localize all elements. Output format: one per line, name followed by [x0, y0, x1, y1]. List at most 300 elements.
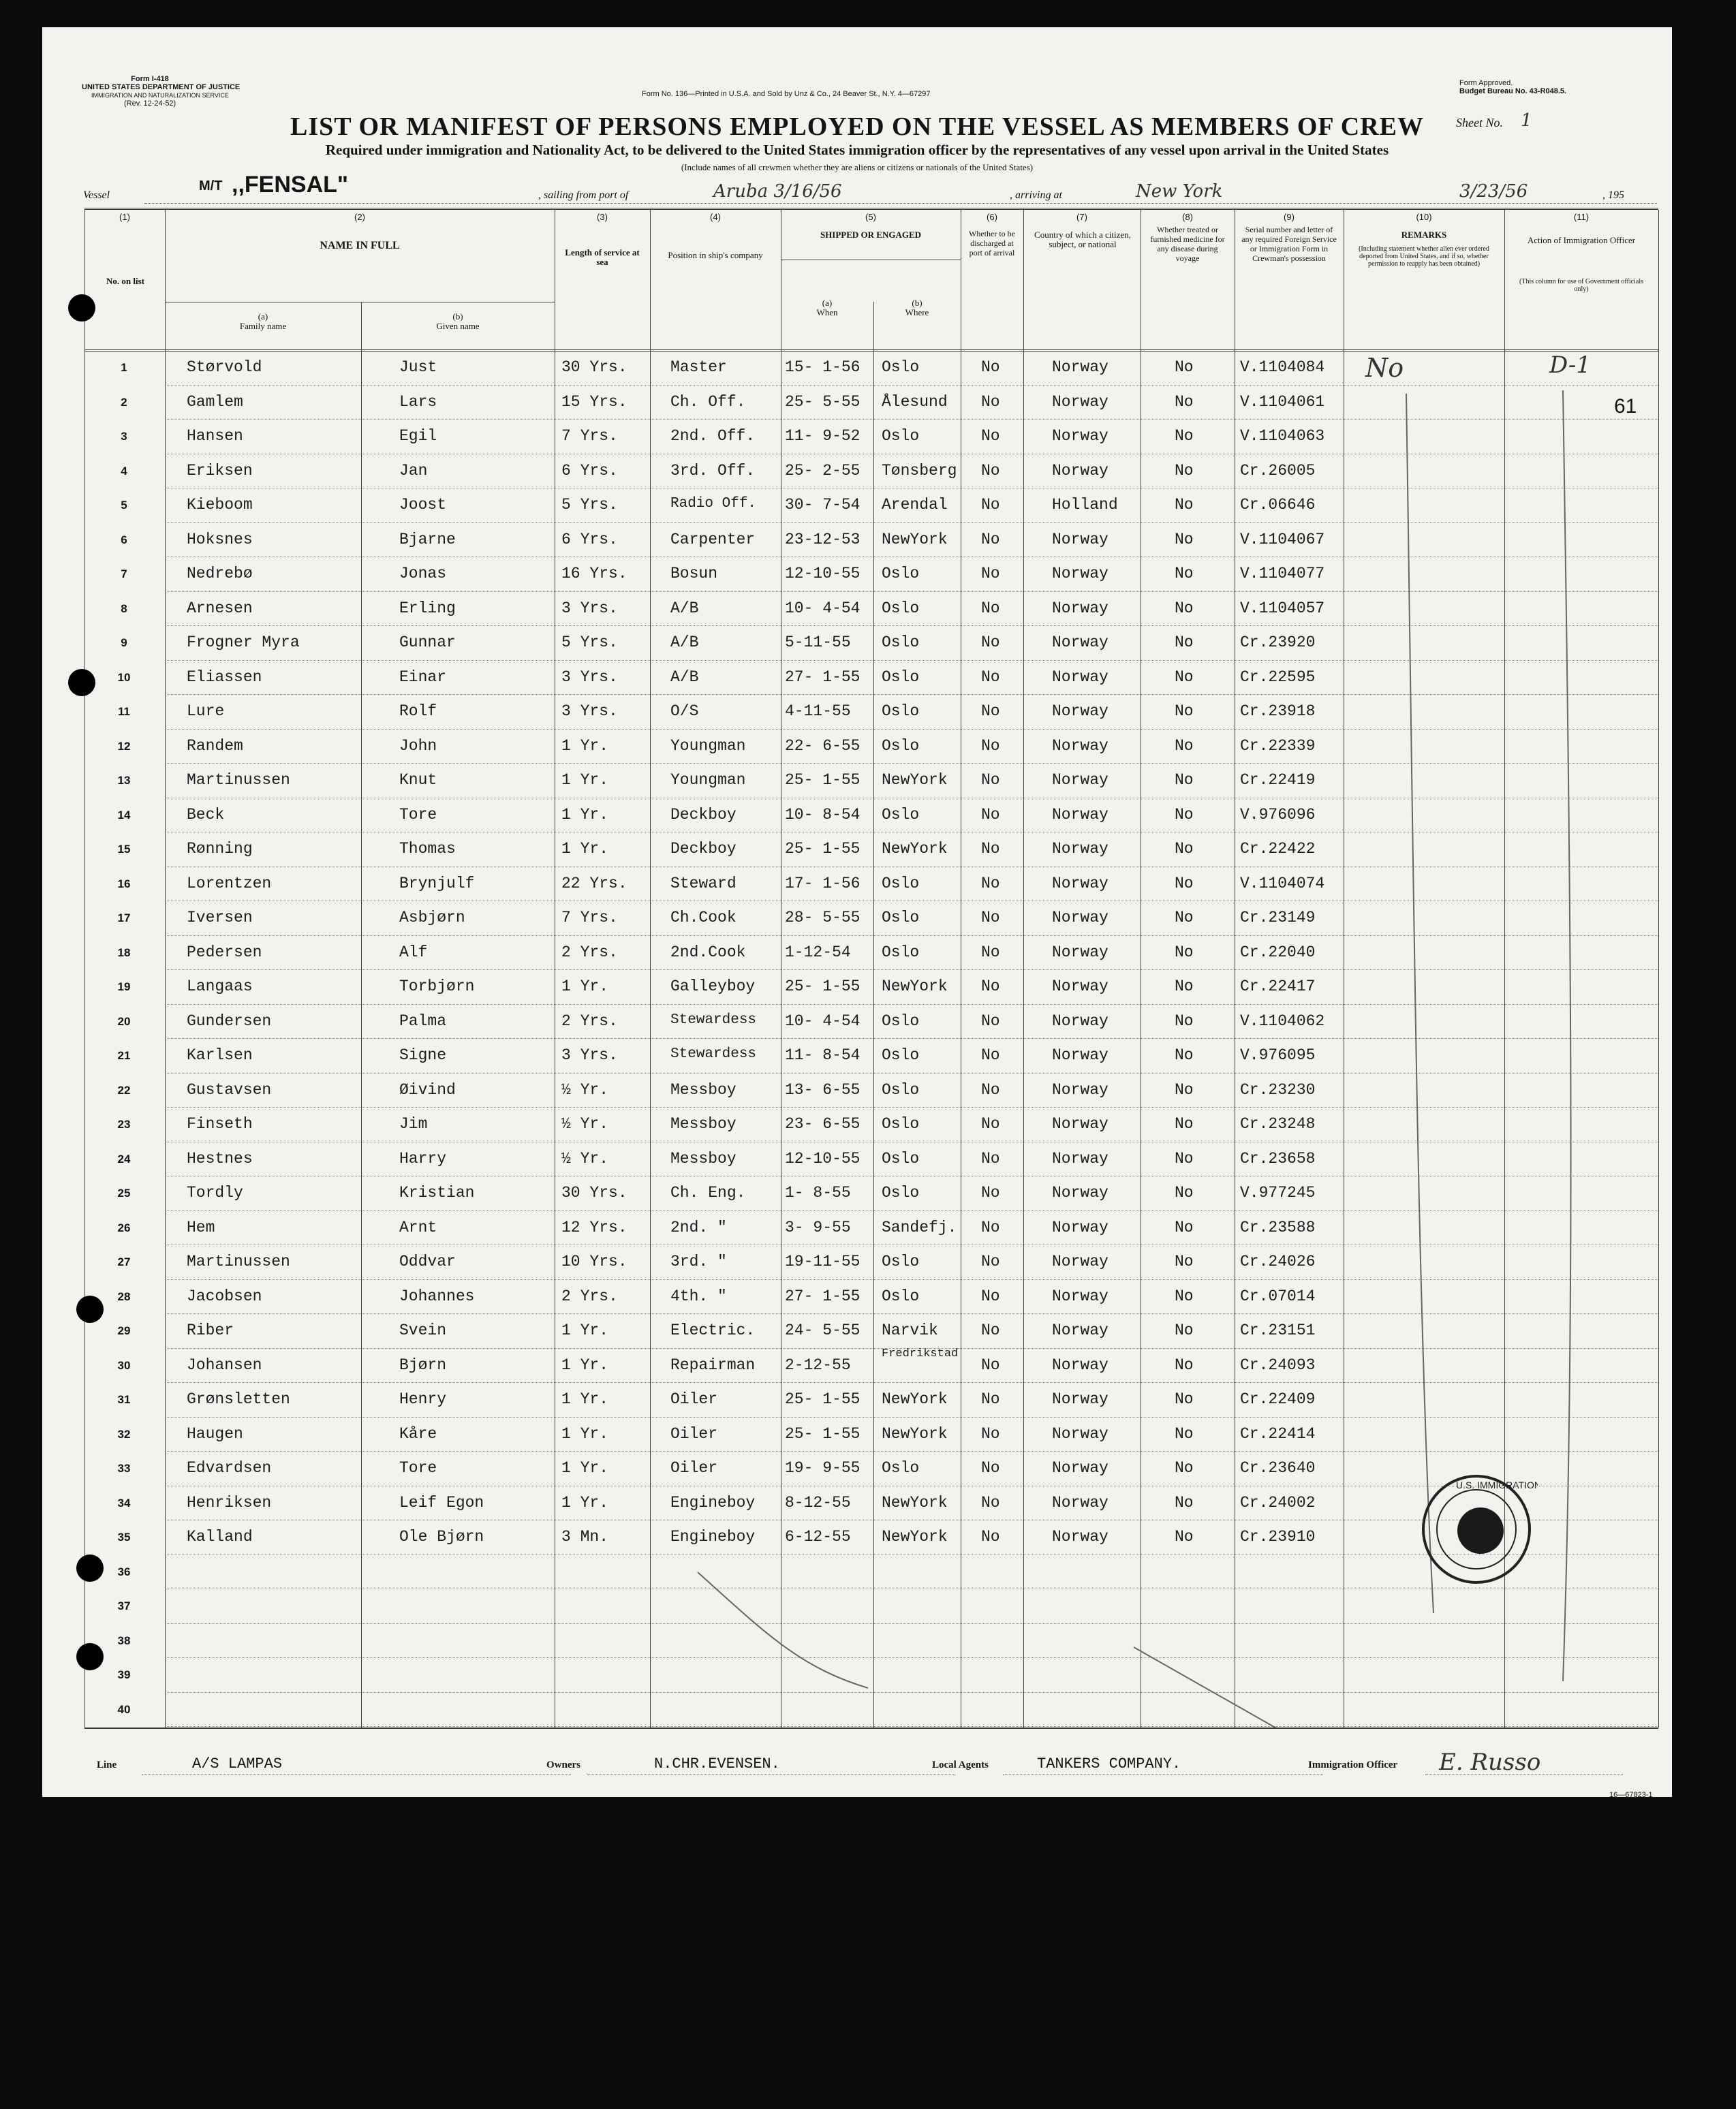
cell-when: 12-10-55 — [785, 1149, 861, 1168]
cell-when: 19-11-55 — [785, 1253, 861, 1270]
cell-discharge: No — [981, 1493, 1000, 1512]
cell-discharge: No — [981, 1287, 1000, 1305]
cell-given: Signe — [399, 1046, 447, 1064]
cell-given: Kristian — [399, 1184, 475, 1202]
cell-medicine: No — [1175, 1459, 1194, 1477]
form-approved: Form Approved. — [1459, 79, 1513, 87]
row-number: 17 — [117, 911, 131, 924]
cell-discharge: No — [981, 599, 1000, 617]
cell-where: NewYork — [882, 1390, 948, 1408]
cell-medicine: No — [1175, 1390, 1194, 1408]
row-number: 24 — [117, 1152, 131, 1166]
cell-serial: Cr.23230 — [1240, 1080, 1316, 1099]
cell-discharge: No — [981, 1253, 1000, 1270]
margin-number: 61 — [1614, 395, 1637, 418]
row-number: 29 — [117, 1324, 131, 1337]
manifest-sheet — [42, 27, 1672, 1797]
cell-medicine: No — [1175, 1149, 1194, 1168]
col-header-remarks-note: (Including statement whether alien ever ordered deported from United States, and if so, whether permission to reapply has been obtained) — [1359, 245, 1489, 268]
cell-given: Knut — [399, 771, 437, 789]
cell-where: NewYork — [882, 1493, 948, 1512]
cell-given: Asbjørn — [399, 909, 465, 926]
cell-country: Norway — [1052, 1356, 1109, 1374]
cell-position: A/B — [670, 599, 699, 617]
agents-label: Local Agents — [932, 1760, 989, 1770]
footer — [97, 1749, 1664, 1797]
cell-family: Finseth — [187, 1115, 253, 1133]
cell-medicine: No — [1175, 1080, 1194, 1099]
row-number: 31 — [117, 1393, 131, 1406]
cell-position: 3rd. " — [670, 1253, 727, 1270]
col-num-9: (9) — [1284, 212, 1295, 222]
cell-discharge: No — [981, 771, 1000, 789]
cell-service: 12 Yrs. — [561, 1218, 627, 1236]
cell-where: Oslo — [882, 702, 920, 720]
cell-family: Hoksnes — [187, 530, 253, 548]
cell-medicine: No — [1175, 1184, 1194, 1202]
cell-family: Hansen — [187, 427, 243, 445]
cell-family: Gamlem — [187, 392, 243, 411]
cell-serial: V.977245 — [1240, 1184, 1316, 1202]
col-header-no: No. on list — [106, 276, 144, 286]
row-number: 2 — [121, 395, 127, 409]
cell-position: O/S — [670, 702, 699, 720]
cell-given: Øivind — [399, 1080, 456, 1099]
col-num-6: (6) — [987, 212, 997, 222]
cell-country: Norway — [1052, 565, 1109, 582]
row-number: 38 — [117, 1634, 131, 1647]
cell-family: Kieboom — [187, 496, 253, 514]
cell-position: Deckboy — [670, 805, 737, 824]
cell-position: Carpenter — [670, 530, 756, 548]
cell-medicine: No — [1175, 530, 1194, 548]
cell-family: Kalland — [187, 1528, 253, 1546]
cell-serial: V.976096 — [1240, 805, 1316, 824]
row-number: 34 — [117, 1496, 131, 1510]
cell-when: 11- 8-54 — [785, 1046, 861, 1064]
cell-serial: Cr.22417 — [1240, 978, 1316, 995]
arrival-date: 3/23/56 — [1459, 181, 1528, 202]
cell-country: Norway — [1052, 530, 1109, 548]
cell-service: 5 Yrs. — [561, 634, 618, 651]
row-number: 5 — [121, 499, 127, 512]
cell-position: Youngman — [670, 736, 746, 755]
cell-when: 13- 6-55 — [785, 1080, 861, 1099]
cell-where: Fredrikstad — [882, 1347, 959, 1360]
cell-when: 11- 9-52 — [785, 427, 861, 445]
cell-country: Holland — [1052, 496, 1118, 514]
cell-service: 16 Yrs. — [561, 565, 627, 582]
cell-discharge: No — [981, 461, 1000, 480]
cell-position: Ch. Eng. — [670, 1184, 746, 1202]
cell-service: 1 Yr. — [561, 840, 609, 858]
cell-position: Engineboy — [670, 1493, 756, 1512]
cell-country: Norway — [1052, 805, 1109, 824]
cell-service: 3 Yrs. — [561, 702, 618, 720]
sheet-label: Sheet No. — [1456, 116, 1503, 129]
arriving-port: New York — [1136, 181, 1223, 202]
col-header-service: Length of service at sea — [565, 247, 640, 267]
required-text: Required under immigration and Nationality Act, to be delivered to the United States immigration officer by the representatives of any vessel upon arrival in the United States — [325, 142, 1389, 158]
row-number: 20 — [117, 1014, 131, 1028]
cell-position: A/B — [670, 634, 699, 651]
cell-family: Rønning — [187, 840, 253, 858]
arriving-label: , arriving at — [1010, 189, 1062, 201]
cell-country: Norway — [1052, 1322, 1109, 1339]
cell-medicine: No — [1175, 668, 1194, 686]
cell-country: Norway — [1052, 1390, 1109, 1408]
cell-service: 1 Yr. — [561, 1459, 609, 1477]
row-number: 25 — [117, 1187, 131, 1200]
cell-country: Norway — [1052, 1493, 1109, 1512]
row-number: 39 — [117, 1668, 131, 1681]
col-num-3: (3) — [597, 212, 608, 222]
col-header-action: Action of Immigration Officer — [1527, 235, 1636, 245]
col-num-7: (7) — [1076, 212, 1087, 222]
cell-when: 27- 1-55 — [785, 1287, 861, 1305]
cell-service: 3 Mn. — [561, 1528, 609, 1546]
cell-serial: Cr.22419 — [1240, 771, 1316, 789]
cell-discharge: No — [981, 909, 1000, 926]
officer-signature: E. Russo — [1439, 1749, 1541, 1776]
row-number: 37 — [117, 1599, 131, 1612]
cell-serial: Cr.22040 — [1240, 943, 1316, 961]
cell-position: Electric. — [670, 1322, 756, 1339]
cell-when: 22- 6-55 — [785, 736, 861, 755]
cell-where: Oslo — [882, 1459, 920, 1477]
row-number: 18 — [117, 946, 131, 959]
row-number: 23 — [117, 1118, 131, 1131]
cell-where: Oslo — [882, 1184, 920, 1202]
row-number: 15 — [117, 843, 131, 856]
row-number: 3 — [121, 430, 127, 443]
cell-where: NewYork — [882, 1528, 948, 1546]
col-num-1: (1) — [119, 212, 130, 222]
cell-family: Johansen — [187, 1356, 262, 1374]
cell-given: Gunnar — [399, 634, 456, 651]
cell-medicine: No — [1175, 358, 1194, 376]
punch-hole — [68, 294, 95, 322]
col-header-action-note: (This column for use of Government officials only) — [1519, 278, 1643, 293]
col-num-4: (4) — [710, 212, 721, 222]
cell-family: Hem — [187, 1218, 215, 1236]
cell-discharge: No — [981, 1459, 1000, 1477]
cell-family: Karlsen — [187, 1046, 253, 1064]
cell-country: Norway — [1052, 1149, 1109, 1168]
cell-country: Norway — [1052, 1459, 1109, 1477]
row-number: 33 — [117, 1462, 131, 1475]
cell-serial: Cr.26005 — [1240, 461, 1316, 480]
cell-country: Norway — [1052, 874, 1109, 892]
cell-family: Haugen — [187, 1424, 243, 1443]
printer-note: Form No. 136—Printed in U.S.A. and Sold by Unz & Co., 24 Beaver St., N.Y. 4—67297 — [642, 90, 931, 98]
cell-family: Frogner Myra — [187, 634, 300, 651]
cell-given: Einar — [399, 668, 447, 686]
cell-service: 15 Yrs. — [561, 392, 627, 411]
cell-country: Norway — [1052, 736, 1109, 755]
cell-medicine: No — [1175, 1493, 1194, 1512]
cell-family: Edvardsen — [187, 1459, 272, 1477]
row-number: 11 — [118, 705, 130, 718]
col-num-2: (2) — [354, 212, 365, 222]
cell-where: Oslo — [882, 1046, 920, 1064]
cell-service: 2 Yrs. — [561, 1012, 618, 1030]
col-header-remarks: REMARKS — [1401, 230, 1447, 240]
cell-medicine: No — [1175, 1012, 1194, 1030]
cell-position: Messboy — [670, 1115, 737, 1133]
cell-when: 17- 1-56 — [785, 874, 861, 892]
cell-position: Deckboy — [670, 840, 737, 858]
cell-position: Galleyboy — [670, 978, 756, 995]
cell-where: Oslo — [882, 1115, 920, 1133]
cell-given: Arnt — [399, 1218, 437, 1236]
cell-position: 4th. " — [670, 1287, 727, 1305]
cell-given: Egil — [399, 427, 437, 445]
cell-family: Pedersen — [187, 943, 262, 961]
col-header-given: (b) Given name — [436, 311, 480, 331]
cell-service: 30 Yrs. — [561, 1184, 627, 1202]
cell-discharge: No — [981, 702, 1000, 720]
cell-when: 1-12-54 — [785, 943, 851, 961]
cell-where: Oslo — [882, 874, 920, 892]
cell-serial: V.1104077 — [1240, 565, 1325, 582]
budget-bureau: Budget Bureau No. 43-R048.5. — [1459, 87, 1567, 95]
cell-service: 3 Yrs. — [561, 668, 618, 686]
vessel-prefix: M/T — [199, 178, 223, 193]
cell-country: Norway — [1052, 1253, 1109, 1270]
cell-serial: Cr.22409 — [1240, 1390, 1316, 1408]
cell-discharge: No — [981, 1218, 1000, 1236]
cell-discharge: No — [981, 427, 1000, 445]
cell-discharge: No — [981, 1184, 1000, 1202]
cell-medicine: No — [1175, 1046, 1194, 1064]
cell-medicine: No — [1175, 1528, 1194, 1546]
cell-discharge: No — [981, 736, 1000, 755]
cell-medicine: No — [1175, 461, 1194, 480]
cell-family: Grønsletten — [187, 1390, 290, 1408]
cell-medicine: No — [1175, 1322, 1194, 1339]
cell-when: 10- 4-54 — [785, 1012, 861, 1030]
cell-medicine: No — [1175, 1218, 1194, 1236]
cell-given: Johannes — [399, 1287, 475, 1305]
cell-given: Tore — [399, 805, 437, 824]
cell-country: Norway — [1052, 840, 1109, 858]
cell-where: Oslo — [882, 634, 920, 651]
cell-country: Norway — [1052, 599, 1109, 617]
cell-service: 3 Yrs. — [561, 599, 618, 617]
col-header-country: Country of which a citizen, subject, or national — [1034, 230, 1131, 249]
row-number: 14 — [117, 808, 131, 822]
cell-when: 25- 2-55 — [785, 461, 861, 480]
cell-position: 2nd. " — [670, 1218, 727, 1236]
cell-serial: V.1104062 — [1240, 1012, 1325, 1030]
cell-position: Stewardess — [670, 1046, 757, 1062]
stamp-text: U.S. IMMIGRATION — [1456, 1480, 1538, 1490]
cell-country: Norway — [1052, 668, 1109, 686]
cell-given: Jan — [399, 461, 428, 480]
cell-family: Beck — [187, 805, 225, 824]
owners-label: Owners — [546, 1760, 580, 1770]
cell-service: 5 Yrs. — [561, 496, 618, 514]
cell-service: 7 Yrs. — [561, 909, 618, 926]
cell-position: 2nd. Off. — [670, 427, 756, 445]
cell-service: 1 Yr. — [561, 1424, 609, 1443]
cell-country: Norway — [1052, 1528, 1109, 1546]
row-number: 40 — [117, 1702, 131, 1716]
cell-position: Ch. Off. — [670, 392, 746, 411]
cell-service: 10 Yrs. — [561, 1253, 627, 1270]
vessel-label: Vessel — [83, 189, 110, 201]
punch-hole — [76, 1296, 104, 1323]
cell-given: Rolf — [399, 702, 437, 720]
cell-country: Norway — [1052, 702, 1109, 720]
row-number: 19 — [117, 980, 131, 993]
cell-medicine: No — [1175, 702, 1194, 720]
cell-family: Martinussen — [187, 771, 290, 789]
cell-when: 23-12-53 — [785, 530, 861, 548]
row-number: 32 — [117, 1427, 131, 1441]
cell-medicine: No — [1175, 943, 1194, 961]
cell-discharge: No — [981, 1115, 1000, 1133]
cell-when: 1- 8-55 — [785, 1184, 851, 1202]
cell-when: 23- 6-55 — [785, 1115, 861, 1133]
cell-family: Eriksen — [187, 461, 253, 480]
col-header-name: NAME IN FULL — [320, 240, 400, 251]
cell-where: Oslo — [882, 668, 920, 686]
row-number: 26 — [117, 1221, 131, 1234]
cell-service: ½ Yr. — [561, 1080, 609, 1099]
cell-given: Svein — [399, 1322, 447, 1339]
cell-position: Steward — [670, 874, 737, 892]
cell-discharge: No — [981, 1424, 1000, 1443]
cell-medicine: No — [1175, 634, 1194, 651]
cell-given: Palma — [399, 1012, 447, 1030]
sailing-port: Aruba 3/16/56 — [713, 181, 842, 202]
cell-medicine: No — [1175, 1253, 1194, 1270]
punch-hole — [68, 669, 95, 696]
cell-discharge: No — [981, 978, 1000, 995]
cell-discharge: No — [981, 1390, 1000, 1408]
cell-discharge: No — [981, 1046, 1000, 1064]
col-num-11: (11) — [1573, 212, 1590, 222]
cell-medicine: No — [1175, 840, 1194, 858]
cell-medicine: No — [1175, 599, 1194, 617]
cell-country: Norway — [1052, 1287, 1109, 1305]
sailing-label: , sailing from port of — [538, 189, 629, 201]
cell-position: Messboy — [670, 1149, 737, 1168]
cell-where: Oslo — [882, 358, 920, 376]
row-number: 36 — [117, 1565, 131, 1578]
col-header-discharge: Whether to be discharged at port of arrival — [969, 229, 1015, 257]
cell-serial: V.976095 — [1240, 1046, 1316, 1064]
cell-country: Norway — [1052, 461, 1109, 480]
cell-medicine: No — [1175, 1287, 1194, 1305]
cell-where: Oslo — [882, 1080, 920, 1099]
cell-where: Narvik — [882, 1322, 938, 1339]
cell-where: Oslo — [882, 427, 920, 445]
cell-family: Martinussen — [187, 1253, 290, 1270]
cell-medicine: No — [1175, 736, 1194, 755]
cell-country: Norway — [1052, 427, 1109, 445]
action-annotation: D-1 — [1549, 352, 1592, 379]
cell-serial: Cr.23640 — [1240, 1459, 1316, 1477]
revision: (Rev. 12-24-52) — [124, 99, 176, 108]
cell-discharge: No — [981, 943, 1000, 961]
cell-serial: Cr.23588 — [1240, 1218, 1316, 1236]
cell-given: Jonas — [399, 565, 447, 582]
row-number: 6 — [121, 533, 127, 546]
cell-where: Ålesund — [882, 392, 948, 411]
cell-country: Norway — [1052, 1080, 1109, 1099]
cell-given: Bjørn — [399, 1356, 447, 1374]
cell-when: 25- 5-55 — [785, 392, 861, 411]
row-number: 8 — [121, 602, 127, 615]
sheet-number: 1 — [1521, 110, 1532, 131]
form-id: Form I-418 — [131, 75, 169, 83]
cell-when: 30- 7-54 — [785, 496, 861, 514]
cell-given: Joost — [399, 496, 447, 514]
cell-service: 1 Yr. — [561, 978, 609, 995]
cell-serial: Cr.23910 — [1240, 1528, 1316, 1546]
cell-serial: V.1104084 — [1240, 358, 1325, 376]
col-header-serial: Serial number and letter of any required Foreign Service or Immigration Form in Crewman's possession — [1241, 225, 1337, 263]
col-header-family: (a) Family name — [239, 311, 287, 331]
cell-serial: V.1104067 — [1240, 530, 1325, 548]
cell-service: 1 Yr. — [561, 736, 609, 755]
cell-family: Langaas — [187, 978, 253, 995]
cell-position: Messboy — [670, 1080, 737, 1099]
cell-when: 10- 8-54 — [785, 805, 861, 824]
cell-serial: Cr.06646 — [1240, 496, 1316, 514]
cell-when: 10- 4-54 — [785, 599, 861, 617]
cell-where: Oslo — [882, 599, 920, 617]
row-number: 30 — [117, 1358, 131, 1372]
cell-when: 3- 9-55 — [785, 1218, 851, 1236]
cell-position: Repairman — [670, 1356, 756, 1374]
cell-where: Oslo — [882, 736, 920, 755]
service: IMMIGRATION AND NATURALIZATION SERVICE — [91, 92, 229, 99]
cell-position: Radio Off. — [670, 496, 757, 512]
cell-given: Lars — [399, 392, 437, 411]
cell-service: 22 Yrs. — [561, 874, 627, 892]
cell-when: 25- 1-55 — [785, 1390, 861, 1408]
cell-serial: Cr.24002 — [1240, 1493, 1316, 1512]
cell-family: Lorentzen — [187, 874, 272, 892]
line-value: A/S LAMPAS — [192, 1755, 283, 1772]
cell-when: 15- 1-56 — [785, 358, 861, 376]
cell-where: Sandefj. — [882, 1218, 957, 1236]
col-header-where: (b) Where — [905, 298, 929, 317]
cell-discharge: No — [981, 805, 1000, 824]
cell-service: 2 Yrs. — [561, 943, 618, 961]
cell-serial: Cr.22422 — [1240, 840, 1316, 858]
cell-service: ½ Yr. — [561, 1149, 609, 1168]
cell-family: Lure — [187, 702, 225, 720]
remarks-annotation: No — [1365, 353, 1404, 383]
row-number: 7 — [121, 567, 127, 580]
cell-country: Norway — [1052, 978, 1109, 995]
line-label: Line — [97, 1760, 117, 1770]
row-number: 10 — [117, 670, 131, 684]
cell-serial: Cr.23151 — [1240, 1322, 1316, 1339]
cell-where: NewYork — [882, 530, 948, 548]
cell-given: Harry — [399, 1149, 447, 1168]
cell-medicine: No — [1175, 805, 1194, 824]
cell-service: 1 Yr. — [561, 1390, 609, 1408]
cell-service: 2 Yrs. — [561, 1287, 618, 1305]
cell-where: NewYork — [882, 771, 948, 789]
cell-medicine: No — [1175, 978, 1194, 995]
